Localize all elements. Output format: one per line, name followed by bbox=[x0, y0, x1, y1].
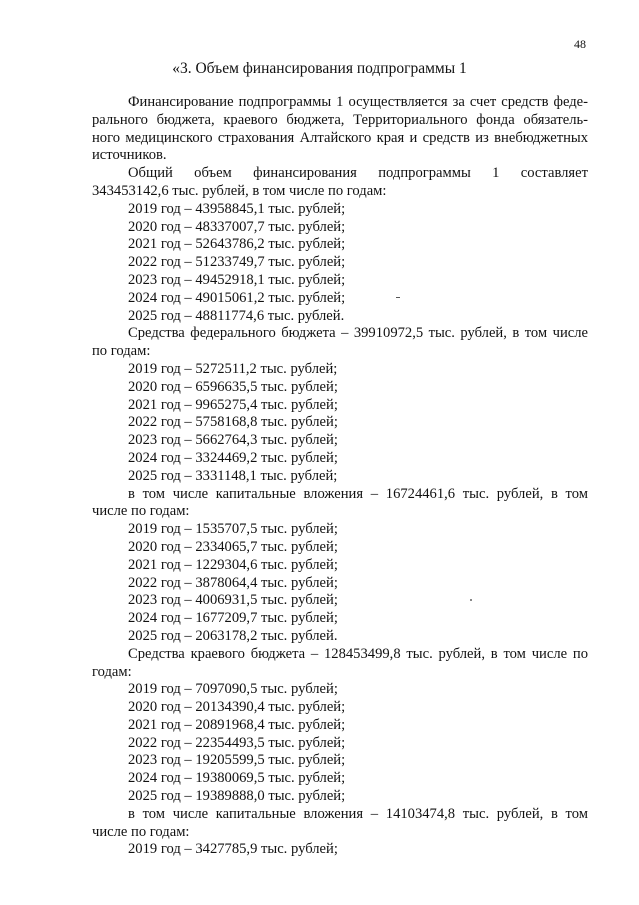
federal-line: Средства федерального бюджета – 39910972,5 тыс. рублей, в том числе bbox=[128, 325, 588, 342]
regional-year-item: 2024 год – 19380069,5 тыс. рублей; bbox=[128, 770, 346, 787]
total-year-item: 2024 год – 49015061,2 тыс. рублей; bbox=[128, 289, 346, 306]
regional-year-item: 2021 год – 20891968,4 тыс. рублей; bbox=[128, 716, 346, 733]
regional-year-item: 2023 год – 19205599,5 тыс. рублей; bbox=[128, 752, 346, 769]
document-body bbox=[92, 94, 588, 859]
regional-year-item: 2019 год – 7097090,5 тыс. рублей; bbox=[128, 681, 338, 698]
intro-line: ного медицинского страхования Алтайского края и средств из внебюджетных bbox=[92, 129, 588, 146]
total-line: 343453142,6 тыс. рублей, в том числе по годам: bbox=[92, 182, 387, 199]
federal-year-item: 2023 год – 5662764,3 тыс. рублей; bbox=[128, 432, 338, 449]
section-heading: «3. Объем финансирования подпрограммы 1 bbox=[172, 60, 467, 77]
federal-year-item: 2021 год – 9965275,4 тыс. рублей; bbox=[128, 396, 338, 413]
total-year-item: 2023 год – 49452918,1 тыс. рублей; bbox=[128, 271, 346, 288]
total-year-item: 2020 год – 48337007,7 тыс. рублей; bbox=[128, 218, 346, 235]
intro-line: рального бюджета, краевого бюджета, Территориального фонда обязатель- bbox=[92, 111, 588, 128]
scan-speck bbox=[470, 599, 472, 601]
federal-year-item: 2025 год – 3331148,1 тыс. рублей; bbox=[128, 467, 338, 484]
federal-capital-year-item: 2023 год – 4006931,5 тыс. рублей; bbox=[128, 592, 338, 609]
regional-year-item: 2020 год – 20134390,4 тыс. рублей; bbox=[128, 699, 346, 716]
federal-capital-year-item: 2019 год – 1535707,5 тыс. рублей; bbox=[128, 521, 338, 538]
federal-capital-line: числе по годам: bbox=[92, 503, 190, 520]
regional-year-item: 2025 год – 19389888,0 тыс. рублей; bbox=[128, 788, 346, 805]
federal-year-item: 2022 год – 5758168,8 тыс. рублей; bbox=[128, 414, 338, 431]
federal-capital-year-item: 2020 год – 2334065,7 тыс. рублей; bbox=[128, 538, 338, 555]
federal-year-item: 2019 год – 5272511,2 тыс. рублей; bbox=[128, 360, 338, 377]
regional-line: годам: bbox=[92, 663, 132, 680]
federal-year-item: 2020 год – 6596635,5 тыс. рублей; bbox=[128, 378, 338, 395]
page-number: 48 bbox=[574, 37, 586, 51]
intro-line: Финансирование подпрограммы 1 осуществляется за счет средств феде- bbox=[128, 94, 588, 110]
regional-capital-line: числе по годам: bbox=[92, 823, 190, 840]
regional-capital-line: в том числе капитальные вложения – 14103474,8 тыс. рублей, в том bbox=[128, 805, 588, 822]
total-year-item: 2019 год – 43958845,1 тыс. рублей; bbox=[128, 200, 346, 217]
federal-line: по годам: bbox=[92, 343, 151, 360]
federal-capital-year-item: 2024 год – 1677209,7 тыс. рублей; bbox=[128, 610, 338, 627]
total-year-item: 2022 год – 51233749,7 тыс. рублей; bbox=[128, 254, 346, 271]
intro-line: источников. bbox=[92, 147, 167, 164]
federal-capital-line: в том числе капитальные вложения – 16724461,6 тыс. рублей, в том bbox=[128, 485, 588, 502]
federal-capital-year-item: 2022 год – 3878064,4 тыс. рублей; bbox=[128, 574, 338, 591]
regional-capital-year-item: 2019 год – 3427785,9 тыс. рублей; bbox=[128, 841, 338, 858]
total-year-item: 2021 год – 52643786,2 тыс. рублей; bbox=[128, 236, 346, 253]
federal-capital-year-item: 2025 год – 2063178,2 тыс. рублей. bbox=[128, 627, 338, 644]
scan-mark bbox=[396, 297, 400, 298]
regional-year-item: 2022 год – 22354493,5 тыс. рублей; bbox=[128, 734, 346, 751]
federal-capital-year-item: 2021 год – 1229304,6 тыс. рублей; bbox=[128, 556, 338, 573]
federal-year-item: 2024 год – 3324469,2 тыс. рублей; bbox=[128, 449, 338, 466]
total-line: Общий объем финансирования подпрограммы 1 составляет bbox=[128, 165, 588, 182]
total-year-item: 2025 год – 48811774,6 тыс. рублей. bbox=[128, 307, 345, 324]
regional-line: Средства краевого бюджета – 128453499,8 тыс. рублей, в том числе по bbox=[128, 645, 588, 662]
